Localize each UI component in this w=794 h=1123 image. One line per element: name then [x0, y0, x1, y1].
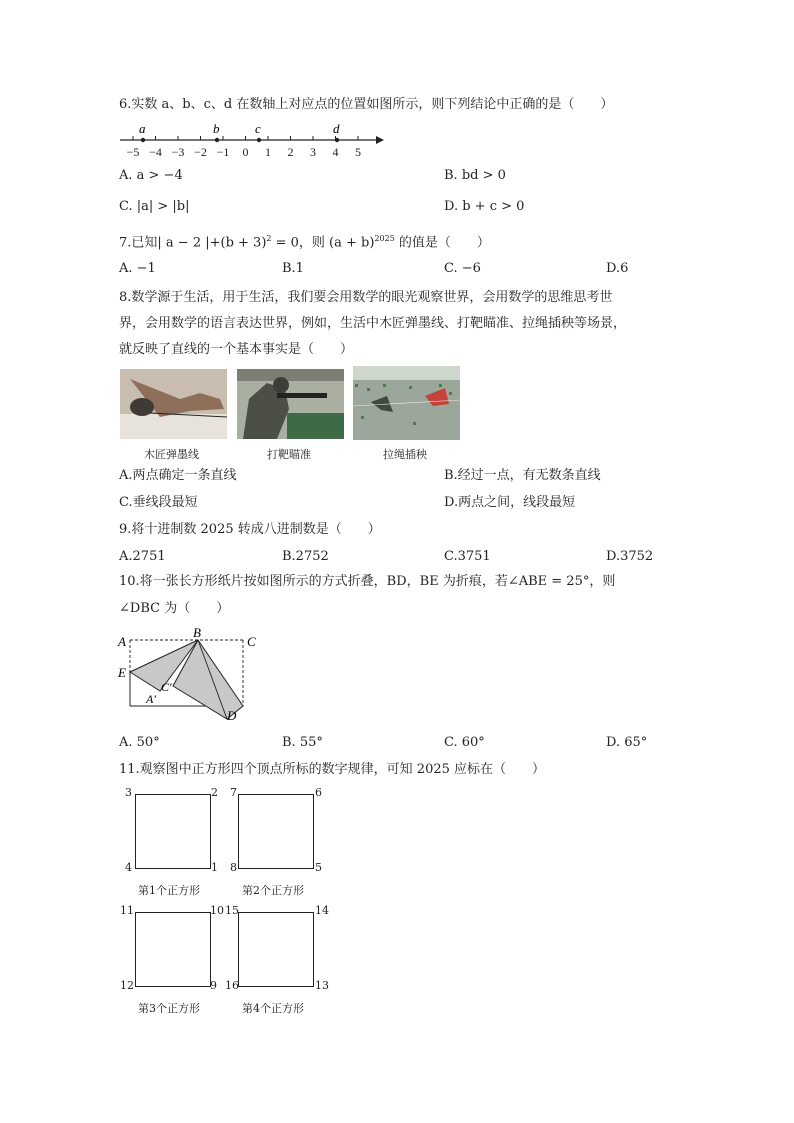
square-2-top-right: 6	[315, 786, 322, 799]
q7-sup: 2	[266, 234, 272, 243]
square-3-caption: 第3个正方形	[138, 1002, 200, 1015]
q9-option-d[interactable]: D.3752	[606, 549, 654, 564]
photo-carpenter	[120, 369, 227, 439]
label-B: B	[193, 625, 201, 640]
label-E: E	[118, 665, 126, 680]
q7-option-d[interactable]: D.6	[606, 261, 629, 276]
square-1-bottom-left: 4	[125, 861, 132, 874]
label-C1: C′	[161, 680, 172, 694]
square-2-bottom-right: 5	[315, 861, 322, 874]
square-1-caption: 第1个正方形	[138, 884, 200, 897]
q7-stem	[119, 230, 490, 252]
q9-option-c[interactable]: C.3751	[444, 549, 491, 564]
number-line	[118, 120, 388, 162]
photo-planting	[353, 366, 460, 440]
label-D: D	[227, 708, 237, 723]
square-2-top-left: 7	[230, 786, 237, 799]
square-2	[230, 786, 325, 896]
square-1-bottom-right: 1	[211, 861, 218, 874]
photo-shooting	[237, 369, 344, 439]
axis-tick-label: 4	[332, 145, 339, 159]
axis-tick-label: −2	[194, 145, 207, 159]
square-2-caption: 第2个正方形	[242, 884, 304, 897]
square-3	[120, 904, 225, 1014]
square-4-top-left: 15	[225, 904, 239, 917]
q9-option-a[interactable]: A.2751	[119, 549, 166, 564]
square-4-bottom-left: 16	[225, 979, 239, 992]
axis-tick-label: −1	[216, 145, 230, 159]
square-4	[225, 904, 330, 1014]
q10-line-1: 10.将一张长方形纸片按如图所示的方式折叠，BD，BE 为折痕，若∠ABE = 25°，则	[119, 574, 616, 589]
label-c: c	[255, 121, 261, 136]
label-d: d	[333, 121, 340, 136]
q7-stem-pre: 7.已知| a − 2 |+(b + 3)	[119, 235, 267, 251]
q10-option-b[interactable]: B. 55°	[282, 735, 323, 750]
square-3-bottom-left: 12	[120, 979, 134, 992]
q7-stem-post: 的值是（ ）	[394, 235, 490, 251]
q8-option-a[interactable]: A.两点确定一条直线	[119, 468, 237, 483]
q6-option-d[interactable]: D. b + c > 0	[444, 199, 525, 214]
axis-tick-label: 0	[242, 145, 249, 159]
point-d	[335, 138, 339, 142]
q6-option-c[interactable]: C. |a| > |b|	[119, 199, 190, 214]
q7-option-b[interactable]: B.1	[282, 261, 304, 276]
label-A: A	[118, 634, 126, 649]
axis-tick-label: 5	[355, 145, 361, 159]
q7-option-c[interactable]: C. −6	[444, 261, 481, 276]
point-a	[141, 138, 145, 142]
q8-option-d[interactable]: D.两点之间，线段最短	[444, 495, 576, 510]
axis-tick-label: −4	[149, 145, 162, 159]
square-3-bottom-right: 9	[210, 979, 217, 992]
q10-line-2: ∠DBC 为（ ）	[119, 601, 230, 616]
q6-option-a[interactable]: A. a > −4	[119, 168, 183, 183]
caption-carpenter: 木匠弹墨线	[144, 448, 199, 461]
q10-option-c[interactable]: C. 60°	[444, 735, 485, 750]
q7-sup2: 2025	[374, 234, 395, 243]
square-4-top-right: 14	[315, 904, 329, 917]
q8-line-1: 8.数学源于生活，用于生活，我们要会用数学的眼光观察世界，会用数学的思维思考世	[119, 290, 613, 305]
q10-option-d[interactable]: D. 65°	[606, 735, 648, 750]
label-a: a	[139, 121, 146, 136]
q9-stem: 9.将十进制数 2025 转成八进制数是（ ）	[119, 522, 381, 537]
square-2-bottom-left: 8	[230, 861, 237, 874]
q7-option-a[interactable]: A. −1	[119, 261, 156, 276]
square-3-top-right: 10	[210, 904, 224, 917]
label-A1: A′	[146, 692, 156, 706]
q7-stem-mid: = 0，则 (a + b)	[271, 235, 375, 251]
q11-stem: 11.观察图中正方形四个顶点所标的数字规律，可知 2025 应标在（ ）	[119, 762, 546, 777]
q8-line-2: 界，会用数学的语言表达世界，例如，生活中木匠弹墨线、打靶瞄准、拉绳插秧等场景，	[119, 316, 627, 331]
q9-option-b[interactable]: B.2752	[282, 549, 329, 564]
square-1-top-right: 2	[211, 786, 218, 799]
folding-diagram	[115, 624, 265, 724]
point-b	[215, 138, 219, 142]
label-C: C	[247, 634, 256, 649]
q6-option-b[interactable]: B. bd > 0	[444, 168, 506, 183]
caption-planting: 拉绳插秧	[383, 448, 427, 461]
square-4-caption: 第4个正方形	[242, 1002, 304, 1015]
axis-tick-label: 3	[310, 145, 316, 159]
point-c	[257, 138, 261, 142]
q8-option-c[interactable]: C.垂线段最短	[119, 495, 198, 510]
square-1	[125, 786, 220, 896]
axis-tick-label: 2	[287, 145, 294, 159]
square-4-bottom-right: 13	[315, 979, 329, 992]
caption-shooting: 打靶瞄准	[267, 448, 311, 461]
q8-option-b[interactable]: B.经过一点，有无数条直线	[444, 468, 601, 483]
q8-line-3: 就反映了直线的一个基本事实是（ ）	[119, 342, 354, 357]
square-1-top-left: 3	[125, 786, 132, 799]
square-3-top-left: 11	[120, 904, 134, 917]
label-b: b	[213, 121, 220, 136]
axis-tick-label: 1	[265, 145, 271, 159]
q6-stem: 6.实数 a、b、c、d 在数轴上对应点的位置如图所示，则下列结论中正确的是（ ）	[119, 97, 614, 112]
axis-tick-label: −5	[126, 145, 140, 159]
q10-option-a[interactable]: A. 50°	[119, 735, 160, 750]
axis-tick-label: −3	[171, 145, 185, 159]
